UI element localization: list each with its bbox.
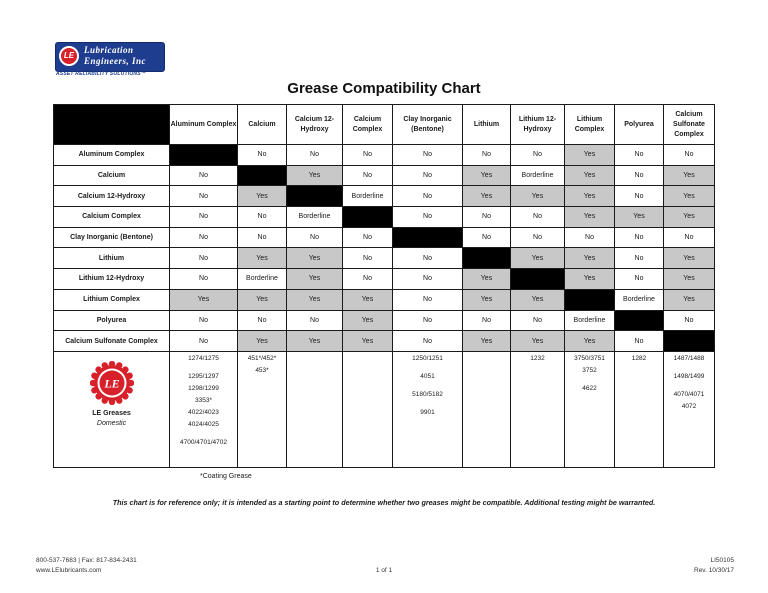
compatibility-cell: No	[287, 310, 343, 331]
compatibility-cell: No	[511, 145, 565, 166]
row-header: Calcium	[54, 165, 170, 186]
grease-product-number: 451*/452*	[247, 354, 277, 362]
grease-product-cell	[511, 351, 565, 467]
compatibility-cell: No	[170, 331, 238, 352]
compatibility-cell: No	[238, 207, 287, 228]
table-row	[54, 289, 715, 310]
grease-product-cell	[287, 351, 343, 467]
grease-product-number: 4024/4025	[188, 420, 219, 428]
compatibility-cell: Yes	[565, 165, 615, 186]
compatibility-cell: Yes	[664, 248, 715, 269]
compatibility-cell: Yes	[343, 310, 393, 331]
logo-name	[84, 45, 146, 67]
compatibility-cell: No	[615, 227, 664, 248]
self-cell	[170, 145, 238, 166]
grease-product-number: 1487/1488	[673, 354, 705, 362]
column-header: Polyurea	[615, 105, 664, 145]
table-row	[54, 145, 715, 166]
compatibility-cell: Borderline	[565, 310, 615, 331]
row-header: Clay Inorganic (Bentone)	[54, 227, 170, 248]
compatibility-cell: Yes	[287, 289, 343, 310]
compatibility-cell: No	[170, 186, 238, 207]
compatibility-cell: Yes	[565, 145, 615, 166]
grease-product-number: 1295/1297	[188, 372, 219, 380]
compatibility-cell: No	[170, 165, 238, 186]
compatibility-cell: Borderline	[615, 289, 664, 310]
compatibility-cell: No	[463, 207, 511, 228]
compatibility-cell: No	[343, 248, 393, 269]
column-header: Lithium Complex	[565, 105, 615, 145]
grease-product-cell	[565, 351, 615, 467]
row-header: Calcium 12-Hydroxy	[54, 186, 170, 207]
grease-product-number: 5180/5182	[412, 390, 443, 398]
column-header: Lithium	[463, 105, 511, 145]
compatibility-cell: Yes	[463, 331, 511, 352]
self-cell	[287, 186, 343, 207]
le-greases-label: LE Greases	[92, 409, 131, 417]
footer-doc-info	[694, 556, 734, 576]
table-row	[54, 269, 715, 290]
compatibility-cell: No	[393, 289, 463, 310]
column-header: Calcium 12-Hydroxy	[287, 105, 343, 145]
column-header: Calcium Complex	[343, 105, 393, 145]
row-header: Aluminum Complex	[54, 145, 170, 166]
compatibility-cell: Yes	[664, 207, 715, 228]
compatibility-cell: No	[238, 310, 287, 331]
column-header: Calcium	[238, 105, 287, 145]
compatibility-cell: Yes	[343, 331, 393, 352]
compatibility-cell: Yes	[170, 289, 238, 310]
compatibility-cell: Yes	[463, 186, 511, 207]
table-row	[54, 207, 715, 228]
compatibility-cell: Yes	[664, 269, 715, 290]
compatibility-cell: No	[393, 269, 463, 290]
self-cell	[238, 165, 287, 186]
compatibility-cell: No	[511, 310, 565, 331]
compatibility-cell: Yes	[463, 289, 511, 310]
compatibility-cell: Yes	[511, 331, 565, 352]
column-header: Lithium 12-Hydroxy	[511, 105, 565, 145]
column-header: Calcium Sulfonate Complex	[664, 105, 715, 145]
le-emblem-icon: LE	[59, 46, 79, 66]
grease-product-number: 4072	[681, 402, 697, 410]
compatibility-cell: No	[343, 165, 393, 186]
compatibility-cell: No	[343, 227, 393, 248]
row-header: Lithium 12-Hydroxy	[54, 269, 170, 290]
compatibility-cell: Yes	[238, 186, 287, 207]
row-header: Lithium	[54, 248, 170, 269]
compatibility-cell: Yes	[615, 207, 664, 228]
header-row	[54, 105, 715, 145]
compatibility-cell: No	[393, 207, 463, 228]
table-row	[54, 227, 715, 248]
self-cell	[343, 207, 393, 228]
compatibility-cell: No	[170, 227, 238, 248]
grease-product-number: 3353*	[195, 396, 212, 404]
compatibility-cell: Yes	[463, 165, 511, 186]
column-header: Aluminum Complex	[170, 105, 238, 145]
table-row	[54, 186, 715, 207]
table-row	[54, 248, 715, 269]
compatibility-cell: Yes	[565, 331, 615, 352]
compatibility-cell: Yes	[287, 165, 343, 186]
compatibility-cell: Borderline	[343, 186, 393, 207]
row-header: Calcium Sulfonate Complex	[54, 331, 170, 352]
grease-product-number: 4070/4071	[673, 390, 705, 398]
grease-product-number: 1498/1499	[673, 372, 705, 380]
row-header: Lithium Complex	[54, 289, 170, 310]
le-greases-header	[54, 351, 170, 467]
compatibility-cell: No	[238, 227, 287, 248]
compatibility-cell: No	[565, 227, 615, 248]
compatibility-cell: No	[238, 145, 287, 166]
compatibility-cell: Yes	[664, 165, 715, 186]
compatibility-cell: Yes	[238, 289, 287, 310]
self-cell	[393, 227, 463, 248]
page-title: Grease Compatibility Chart	[287, 80, 481, 97]
compatibility-cell: No	[511, 207, 565, 228]
grease-product-cell	[664, 351, 715, 467]
compatibility-cell: No	[393, 248, 463, 269]
grease-product-cell	[393, 351, 463, 467]
grease-product-number: 3752	[582, 366, 597, 374]
logo-tagline: ASSET RELIABILITY SOLUTIONS™	[56, 71, 146, 77]
compatibility-cell: Yes	[664, 289, 715, 310]
compatibility-cell: Yes	[565, 269, 615, 290]
grease-product-cell	[170, 351, 238, 467]
page-number: 1 of 1	[375, 567, 393, 574]
footer-phone: 800-537-7683 | Fax: 817-834-2431	[36, 557, 137, 564]
le-seal-text: LE	[103, 376, 120, 391]
compatibility-cell: Yes	[664, 186, 715, 207]
compatibility-table	[53, 104, 715, 468]
logo-name-line1: Lubrication	[84, 45, 134, 55]
compatibility-cell: No	[615, 165, 664, 186]
compatibility-cell: No	[343, 269, 393, 290]
self-cell	[664, 331, 715, 352]
grease-product-number: 1282	[631, 354, 647, 362]
grease-product-number: 1298/1299	[188, 384, 219, 392]
le-greases-sublabel: Domestic	[96, 419, 127, 427]
compatibility-cell: No	[393, 145, 463, 166]
compatibility-cell: Yes	[565, 207, 615, 228]
grease-product-number: 4051	[420, 372, 435, 380]
grease-product-number: 4700/4701/4702	[180, 438, 227, 446]
grease-product-cell	[615, 351, 664, 467]
row-header: Calcium Complex	[54, 207, 170, 228]
compatibility-cell: No	[615, 186, 664, 207]
compatibility-cell: Yes	[287, 269, 343, 290]
compatibility-cell: No	[664, 145, 715, 166]
compatibility-cell: No	[287, 227, 343, 248]
compatibility-cell: Yes	[565, 186, 615, 207]
footer-doc-id: LI50105	[710, 557, 734, 564]
compatibility-cell: Yes	[343, 289, 393, 310]
compatibility-cell: No	[393, 310, 463, 331]
row-header: Polyurea	[54, 310, 170, 331]
grease-product-number: 4022/4023	[188, 408, 219, 416]
compatibility-cell: No	[615, 248, 664, 269]
compatibility-cell: No	[170, 269, 238, 290]
grease-product-number: 1250/1251	[412, 354, 443, 362]
self-cell	[565, 289, 615, 310]
compatibility-cell: No	[393, 331, 463, 352]
compatibility-cell: Yes	[287, 331, 343, 352]
grease-product-cell	[238, 351, 287, 467]
table-body	[54, 145, 715, 468]
compatibility-cell: No	[170, 310, 238, 331]
compatibility-cell: Yes	[238, 331, 287, 352]
footer-revision: Rev. 10/30/17	[694, 567, 734, 574]
compatibility-cell: No	[664, 310, 715, 331]
grease-product-cell	[463, 351, 511, 467]
table-row	[54, 165, 715, 186]
compatibility-cell: No	[463, 227, 511, 248]
compatibility-cell: Borderline	[287, 207, 343, 228]
compatibility-cell: Yes	[511, 186, 565, 207]
column-header: Clay Inorganic (Bentone)	[393, 105, 463, 145]
table-row	[54, 331, 715, 352]
footer-website[interactable]: www.LElubricants.com	[36, 567, 102, 574]
compatibility-cell: No	[343, 145, 393, 166]
le-greases-row	[54, 351, 715, 467]
corner-cell	[54, 105, 170, 145]
compatibility-cell: No	[393, 165, 463, 186]
compatibility-cell: No	[615, 269, 664, 290]
compatibility-cell: No	[615, 331, 664, 352]
compatibility-cell: Borderline	[238, 269, 287, 290]
grease-product-number: 453*	[255, 366, 269, 374]
grease-product-number: 1274/1275	[188, 354, 219, 362]
grease-product-number: 9901	[420, 408, 435, 416]
compatibility-cell: No	[170, 207, 238, 228]
grease-product-number: 4622	[582, 384, 597, 392]
logo-name-line2: Engineers, Inc	[84, 56, 147, 66]
grease-product-number: 1232	[530, 354, 545, 362]
compatibility-cell: No	[287, 145, 343, 166]
table-row	[54, 310, 715, 331]
self-cell	[511, 269, 565, 290]
compatibility-cell: Borderline	[511, 165, 565, 186]
compatibility-cell: Yes	[287, 248, 343, 269]
grease-product-cell	[343, 351, 393, 467]
company-logo	[55, 42, 165, 78]
compatibility-cell: No	[393, 186, 463, 207]
grease-product-number: 3750/3751	[574, 354, 605, 362]
compatibility-cell: Yes	[463, 269, 511, 290]
compatibility-cell: Yes	[238, 248, 287, 269]
compatibility-cell: No	[463, 310, 511, 331]
compatibility-cell: No	[615, 145, 664, 166]
self-cell	[615, 310, 664, 331]
compatibility-cell: No	[170, 248, 238, 269]
coating-note: *Coating Grease	[200, 473, 252, 480]
disclaimer: This chart is for reference only; it is intended as a starting point to determine whether two greases might be compatible. Additional testing might be warranted.	[112, 498, 656, 507]
compatibility-cell: No	[511, 227, 565, 248]
compatibility-cell: Yes	[565, 248, 615, 269]
self-cell	[463, 248, 511, 269]
le-seal-icon	[90, 361, 134, 405]
compatibility-cell: No	[463, 145, 511, 166]
compatibility-cell: Yes	[511, 289, 565, 310]
logo-badge	[55, 42, 165, 72]
compatibility-cell: Yes	[511, 248, 565, 269]
compatibility-cell: No	[664, 227, 715, 248]
